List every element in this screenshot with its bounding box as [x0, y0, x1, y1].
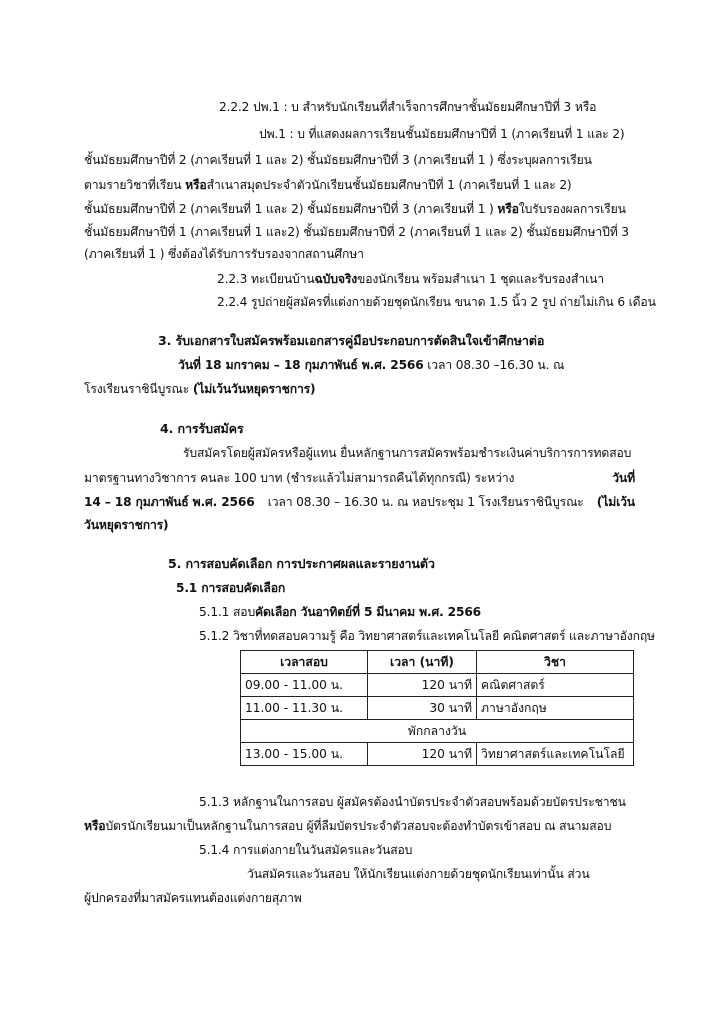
text: บัตรนักเรียนมาเป็นหลักฐานในการสอบ ผู้ที่ลืมบัตรประจำตัวสอบจะต้องทำบัตรเข้าสอบ ณ สนามสอบ — [105, 819, 612, 833]
section-4-heading: 4. การรับสมัคร — [160, 421, 244, 436]
subject-cell: ภาษาอังกฤษ — [477, 697, 634, 720]
exam-time-cell: 13.00 - 15.00 น. — [241, 743, 368, 766]
item-2-2-2-line6: ชั้นมัธยมศึกษาปีที่ 1 (ภาคเรียนที่ 1 และ2) ชั้นมัธยมศึกษาปีที่ 2 (ภาคเรียนที่ 1 และ 2) ชั้นมัธยมศึกษาปีที่ 3 — [84, 225, 629, 239]
subject-cell: วิทยาศาสตร์และเทคโนโลยี — [477, 743, 634, 766]
bold-text: วันที่ — [612, 471, 635, 485]
section-3-date — [178, 357, 564, 373]
section-5-1-3-line1 — [199, 794, 636, 810]
text: ตามรายวิชาที่เรียน — [84, 178, 186, 192]
bold-text: หรือ — [84, 819, 106, 833]
duration-cell: 30 นาที — [368, 697, 477, 720]
section-5-1-4-line2: ผู้ปกครองที่มาสมัครแทนต้องแต่งกายสุภาพ — [84, 891, 302, 905]
text: มาตรฐานทางวิชาการ คนละ 100 บาท (ชำระแล้วไม่สามารถคืนได้ทุกกรณี) ระหว่าง — [84, 471, 515, 485]
section-5-1-2: 5.1.2 วิชาที่ทดสอบความรู้ คือ วิทยาศาสตร์และเทคโนโลยี คณิตศาสตร์ และภาษาอังกฤษ — [199, 629, 655, 643]
duration-cell: 120 นาที — [368, 674, 477, 697]
section-5-1-4-heading: 5.1.4 การแต่งกายในวันสมัครและวันสอบ — [199, 843, 413, 857]
text: ชั้นมัธยมศึกษาปีที่ 2 (ภาคเรียนที่ 1 และ 2) ชั้นมัธยมศึกษาปีที่ 3 (ภาคเรียนที่ 1 ) — [84, 202, 498, 216]
text: สำเนาสมุดประจำตัวนักเรียนชั้นมัธยมศึกษาปีที่ 1 (ภาคเรียนที่ 1 และ 2) — [206, 178, 572, 192]
exam-time-cell: 11.00 - 11.30 น. — [241, 697, 368, 720]
section-5-1-3-line2 — [84, 818, 611, 834]
text: ของนักเรียน พร้อมสำเนา 1 ชุดและรับรองสำเนา — [357, 272, 604, 286]
item-2-2-3 — [217, 271, 604, 287]
exam-time-cell: 09.00 - 11.00 น. — [241, 674, 368, 697]
item-2-2-2-line1: 2.2.2 ปพ.1 : บ สำหรับนักเรียนที่สำเร็จการศึกษาชั้นมัธยมศึกษาปีที่ 3 หรือ — [219, 100, 597, 114]
section-3-heading: 3. รับเอกสารใบสมัครพร้อมเอกสารคู่มือประกอบการตัดสินใจเข้าศึกษาต่อ — [158, 333, 545, 348]
text: วันสมัครและวันสอบ ให้นักเรียนแต่งกายด้วยชุดนักเรียนเท่านั้น ส่วน — [247, 867, 590, 881]
table-header-row — [241, 651, 634, 674]
bold-text: ฉบับจริง — [314, 272, 358, 286]
item-2-2-2-line2: ปพ.1 : บ ที่แสดงผลการเรียนชั้นมัธยมศึกษาปีที่ 1 (ภาคเรียนที่ 1 และ 2) — [259, 127, 625, 141]
duration-cell: 120 นาที — [368, 743, 477, 766]
item-2-2-2-line5 — [84, 201, 626, 217]
text: โรงเรียนราชินีบูรณะ — [84, 382, 193, 396]
item-2-2-2-line4 — [84, 177, 572, 193]
lunch-break-cell: พักกลางวัน — [241, 720, 634, 743]
table-row — [241, 697, 634, 720]
section-5-1-heading: 5.1 การสอบคัดเลือก — [176, 581, 286, 595]
section-5-1-4-line1 — [247, 866, 636, 882]
exam-schedule-table — [240, 650, 634, 766]
text: เวลา 08.30 –16.30 น. ณ — [423, 358, 565, 372]
bold-text: (ไม่เว้น — [596, 495, 635, 509]
section-5-1-1 — [199, 604, 481, 620]
section-4-line1: รับสมัครโดยผู้สมัครหรือผู้แทน ยื่นหลักฐานการสมัครพร้อมชำระเงินค่าบริการการทดสอบ — [183, 446, 632, 460]
table-break-row — [241, 720, 634, 743]
header-duration: เวลา (นาที) — [368, 651, 477, 674]
item-2-2-2-line7: (ภาคเรียนที่ 1 ) ซึ่งต้องได้รับการรับรองจากสถานศึกษา — [84, 247, 364, 261]
section-5-heading: 5. การสอบคัดเลือก การประกาศผลและรายงานตัว — [168, 556, 435, 571]
text: 5.1.3 หลักฐานในการสอบ ผู้สมัครต้องนำบัตรประจำตัวสอบพร้อมด้วยบัตรประชาชน — [199, 795, 626, 809]
header-exam-time: เวลาสอบ — [241, 651, 368, 674]
bold-text: หรือ — [185, 178, 207, 192]
text: ใบรับรองผลการเรียน — [518, 202, 626, 216]
table-row — [241, 743, 634, 766]
bold-text: หรือ — [497, 202, 519, 216]
text: 2.2.3 ทะเบียนบ้าน — [217, 272, 315, 286]
section-4-line3 — [84, 494, 635, 510]
section-4-line4: วันหยุดราชการ) — [84, 518, 169, 532]
text: 5.1.1 สอบ — [199, 605, 256, 619]
header-subject: วิชา — [477, 651, 634, 674]
bold-text: 14 – 18 กุมภาพันธ์ พ.ศ. 2566 — [84, 495, 255, 509]
section-3-place — [84, 381, 315, 397]
bold-text: วันที่ 18 มกราคม – 18 กุมภาพันธ์ พ.ศ. 2566 — [178, 358, 424, 372]
section-4-line2 — [84, 470, 635, 486]
subject-cell: คณิตศาสตร์ — [477, 674, 634, 697]
table-row — [241, 674, 634, 697]
bold-text: คัดเลือก วันอาทิตย์ที่ 5 มีนาคม พ.ศ. 2566 — [255, 605, 481, 619]
text: เวลา 08.30 – 16.30 น. ณ หอประชุม 1 โรงเรียนราชินีบูรณะ — [267, 495, 584, 509]
bold-text: (ไม่เว้นวันหยุดราชการ) — [192, 382, 316, 396]
item-2-2-2-line3: ชั้นมัธยมศึกษาปีที่ 2 (ภาคเรียนที่ 1 และ 2) ชั้นมัธยมศึกษาปีที่ 3 (ภาคเรียนที่ 1 ) ซึ่งระบุผลการเรียน — [84, 153, 592, 167]
item-2-2-4: 2.2.4 รูปถ่ายผู้สมัครที่แต่งกายด้วยชุดนักเรียน ขนาด 1.5 นิ้ว 2 รูป ถ่ายไม่เกิน 6 เดือน — [217, 295, 656, 309]
